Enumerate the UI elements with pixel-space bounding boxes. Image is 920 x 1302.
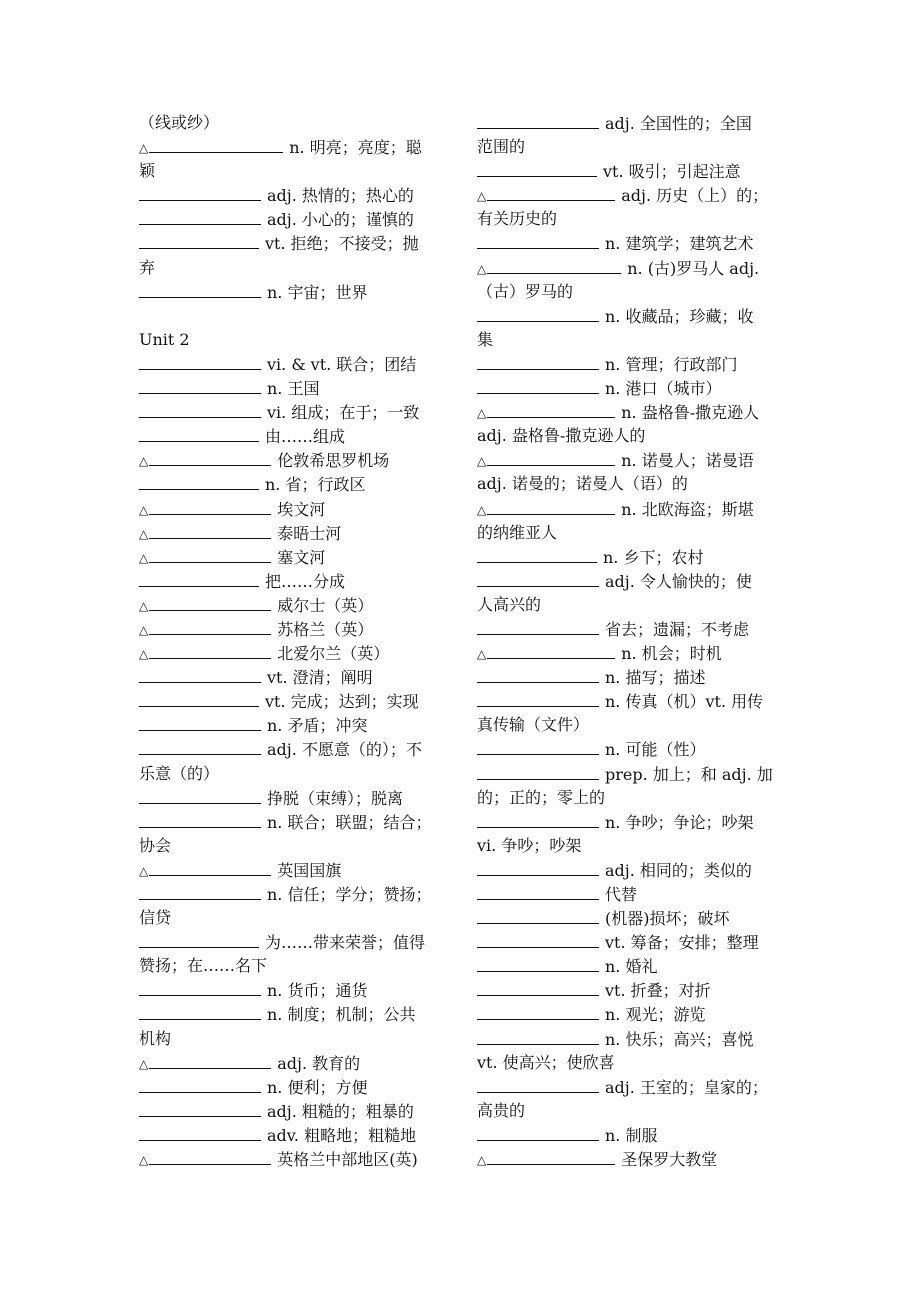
vocab-definition: n. 信任；学分；赞扬； — [267, 885, 432, 904]
vocab-definition: adj. 全国性的；全国 — [605, 114, 752, 133]
vocab-line — [477, 641, 792, 665]
vocab-line — [139, 256, 451, 280]
fill-in-blank[interactable] — [477, 882, 599, 900]
vocab-definition: 埃文河 — [277, 499, 326, 519]
vocab-definition: 威尔士（英） — [277, 595, 374, 615]
fill-in-blank[interactable] — [477, 1027, 599, 1045]
fill-in-blank[interactable] — [477, 159, 597, 177]
vocab-definition: n. 便利；方便 — [267, 1077, 368, 1097]
fill-in-blank[interactable] — [139, 786, 261, 804]
vocab-definition: n. 传真（机）vt. 用传 — [605, 692, 764, 712]
fill-in-blank[interactable] — [477, 352, 599, 370]
vocab-line — [477, 183, 792, 207]
vocab-definition: adj. 诺曼的；诺曼人（语）的 — [477, 474, 688, 494]
vocab-line — [139, 1027, 451, 1051]
vocab-definition: n. 快乐；高兴；喜悦 — [605, 1029, 754, 1049]
vocab-definition: adj. 历史（上）的； — [621, 186, 769, 206]
vocab-line — [139, 882, 451, 906]
vocab-definition: n. 收藏品；珍藏；收 — [605, 306, 754, 326]
fill-in-blank[interactable] — [139, 689, 259, 707]
vocab-line — [477, 713, 792, 737]
vocab-line — [139, 1099, 451, 1123]
vocab-line — [477, 207, 792, 231]
fill-in-blank[interactable] — [139, 713, 261, 731]
vocab-definition: vt. 拒绝；不接受；抛 — [265, 234, 419, 254]
vocab-line — [477, 954, 792, 978]
vocab-definition: n. 描写；描述 — [605, 668, 706, 688]
vocab-line — [477, 810, 792, 834]
vocab-definition: adj. 王室的；皇家的； — [605, 1077, 768, 1097]
fill-in-blank[interactable] — [139, 207, 261, 225]
vocab-definition: 真传输（文件） — [477, 715, 590, 735]
fill-in-blank[interactable] — [477, 111, 599, 129]
vocab-line — [139, 376, 451, 400]
fill-in-blank[interactable] — [477, 1123, 599, 1141]
vocab-line — [477, 304, 792, 328]
triangle-marker-icon: △ — [139, 647, 149, 662]
vocab-line — [477, 328, 792, 352]
fill-in-blank[interactable] — [477, 569, 599, 587]
fill-in-blank[interactable] — [477, 231, 599, 249]
vocab-definition: vt. 筹备；安排；整理 — [605, 933, 759, 953]
fill-in-blank[interactable] — [477, 906, 599, 924]
vocab-line — [139, 786, 451, 810]
vocab-definition: 省去；遗漏；不考虑 — [605, 619, 750, 639]
vocab-line — [477, 1147, 792, 1171]
fill-in-blank[interactable] — [139, 1099, 261, 1117]
vocab-definition: 由……组成 — [265, 427, 346, 447]
vocab-definition: vi. & vt. 联合；团结 — [267, 354, 417, 374]
vocab-line — [139, 689, 451, 713]
vocab-definition: n. 争吵；争论；吵架 — [605, 812, 754, 832]
fill-in-blank[interactable] — [477, 737, 599, 755]
vocab-line — [477, 593, 792, 617]
triangle-marker-icon: △ — [477, 261, 487, 276]
vocab-line — [139, 737, 451, 761]
vocab-line — [139, 834, 451, 858]
vocab-definition: vt. 澄清；阐明 — [267, 668, 373, 688]
vocab-definition: n. 王国 — [267, 379, 320, 399]
vocab-definition: 塞文河 — [277, 547, 326, 567]
vocab-line — [139, 713, 451, 737]
vocab-line — [477, 858, 792, 882]
fill-in-blank[interactable] — [477, 978, 599, 996]
vocab-definition: 为……带来荣誉；值得 — [265, 933, 426, 953]
vocab-line — [477, 472, 792, 496]
vocab-line — [139, 497, 451, 521]
vocab-line — [477, 737, 792, 761]
vocab-line — [477, 159, 792, 183]
vocab-definition: adj. 小心的；谨慎的 — [267, 210, 414, 230]
vocab-definition: 协会 — [139, 835, 172, 855]
fill-in-blank[interactable] — [149, 448, 271, 466]
fill-in-blank[interactable] — [149, 135, 283, 153]
vocab-line — [139, 424, 451, 448]
fill-in-blank[interactable] — [139, 1123, 261, 1141]
fill-in-blank[interactable] — [139, 400, 261, 418]
vocab-definition: 挣脱（束缚）；脱离 — [267, 788, 404, 808]
vocab-definition: prep. 加上；和 adj. 加 — [605, 764, 773, 784]
vocab-line — [139, 593, 451, 617]
fill-in-blank[interactable] — [477, 545, 597, 563]
vocab-line — [139, 159, 451, 183]
fill-in-blank[interactable] — [149, 1051, 271, 1069]
triangle-marker-icon: △ — [139, 1056, 149, 1071]
vocab-line — [477, 617, 792, 641]
vocab-line — [139, 1002, 451, 1026]
vocab-line — [139, 954, 451, 978]
vocab-line — [139, 352, 451, 376]
vocab-definition: n. 乡下；农村 — [603, 547, 704, 567]
vocab-line — [477, 906, 792, 930]
vocab-line — [139, 978, 451, 1002]
vocab-definition: 信贷 — [139, 908, 172, 928]
vocab-definition: n. (古)罗马人 adj. — [627, 258, 760, 278]
vocab-definition: vt. 完成；达到；实现 — [265, 692, 419, 712]
fill-in-blank[interactable] — [487, 400, 615, 418]
vocab-definition: vt. 折叠；对折 — [605, 981, 711, 1001]
fill-in-blank[interactable] — [477, 954, 599, 972]
vocab-definition: n. 机会；时机 — [621, 644, 722, 664]
vocab-definition: 的；正的；零上的 — [477, 787, 606, 807]
vocab-line — [477, 256, 792, 280]
vocab-definition: 代替 — [605, 885, 638, 904]
vocab-definition: n. 联合；联盟；结合； — [267, 812, 432, 832]
vocab-line — [139, 906, 451, 930]
vocab-definition: n. 盎格鲁-撒克逊人 — [621, 403, 760, 423]
vocab-line — [477, 882, 792, 906]
vocab-line — [477, 1002, 792, 1026]
fill-in-blank[interactable] — [139, 352, 261, 370]
vocab-line — [477, 1099, 792, 1123]
vocab-line — [139, 521, 451, 545]
vocab-definition: vt. 使高兴；使欣喜 — [477, 1052, 615, 1072]
fill-in-blank[interactable] — [477, 930, 599, 948]
fill-in-blank[interactable] — [149, 593, 271, 611]
vocab-line — [139, 641, 451, 665]
fill-in-blank[interactable] — [149, 545, 271, 563]
fill-in-blank[interactable] — [477, 858, 599, 876]
triangle-marker-icon: △ — [139, 502, 149, 517]
vocab-line — [477, 545, 792, 569]
triangle-marker-icon: △ — [139, 863, 149, 878]
vocab-line — [477, 930, 792, 954]
vocab-definition: adv. 粗略地；粗糙地 — [267, 1125, 417, 1145]
vocab-line — [139, 472, 451, 496]
vocab-line — [477, 834, 792, 858]
vocab-line — [139, 1051, 451, 1075]
fill-in-blank[interactable] — [487, 1147, 615, 1165]
fill-in-blank[interactable] — [487, 641, 615, 659]
fill-in-blank[interactable] — [487, 448, 615, 466]
fill-in-blank[interactable] — [139, 1002, 261, 1020]
fill-in-blank[interactable] — [477, 689, 599, 707]
vocab-line — [139, 135, 451, 159]
vocab-definition: n. 诺曼人；诺曼语 — [621, 451, 754, 471]
vocab-definition: n. 婚礼 — [605, 957, 658, 977]
vocab-definition: adj. 粗糙的；粗暴的 — [267, 1101, 414, 1121]
vocab-definition: vi. 组成；在于；一致 — [267, 403, 420, 423]
vocab-line — [477, 280, 792, 304]
vocab-line — [139, 1123, 451, 1147]
vocab-definition: （线或纱） — [139, 113, 220, 132]
vocab-definition: 泰晤士河 — [277, 523, 342, 543]
vocab-definition: 人高兴的 — [477, 594, 542, 614]
vocab-line — [139, 545, 451, 569]
vocab-line — [477, 689, 792, 713]
vocab-definition: 英国国旗 — [277, 860, 342, 880]
triangle-marker-icon: △ — [139, 141, 149, 156]
vocab-line — [139, 617, 451, 641]
vocab-definition: 圣保罗大教堂 — [621, 1150, 718, 1170]
fill-in-blank[interactable] — [477, 762, 599, 780]
vocab-line — [477, 400, 792, 424]
fill-in-blank[interactable] — [139, 978, 261, 996]
vocab-line — [477, 231, 792, 255]
vocab-line — [477, 786, 792, 810]
vocab-definition: n. 制服 — [605, 1125, 658, 1145]
triangle-marker-icon: △ — [477, 502, 487, 517]
vocab-definition: vi. 争吵；吵架 — [477, 835, 582, 855]
vocab-line — [477, 376, 792, 400]
fill-in-blank[interactable] — [487, 256, 621, 274]
vocab-line — [139, 810, 451, 834]
vocab-line — [477, 497, 792, 521]
fill-in-blank[interactable] — [139, 569, 259, 587]
vocab-definition: adj. 教育的 — [277, 1053, 361, 1073]
triangle-marker-icon: △ — [139, 622, 149, 637]
vocab-definition: 高贵的 — [477, 1100, 526, 1120]
fill-in-blank[interactable] — [477, 1002, 599, 1020]
triangle-marker-icon: △ — [139, 526, 149, 541]
vocab-line — [477, 424, 792, 448]
vocab-definition: adj. 令人愉快的；使 — [605, 571, 752, 591]
vocab-line — [477, 111, 792, 135]
fill-in-blank[interactable] — [139, 472, 259, 490]
vocab-definition: Unit 2 — [139, 329, 190, 349]
triangle-marker-icon: △ — [477, 1153, 487, 1168]
vocab-definition: n. 制度；机制；公共 — [267, 1005, 416, 1025]
fill-in-blank[interactable] — [139, 1075, 261, 1093]
vocab-line — [139, 280, 451, 304]
fill-in-blank[interactable] — [149, 497, 271, 515]
fill-in-blank[interactable] — [487, 497, 615, 515]
vocab-line — [139, 762, 451, 786]
vocab-line — [139, 665, 451, 689]
fill-in-blank[interactable] — [487, 183, 615, 201]
vocab-line — [139, 569, 451, 593]
vocab-line — [139, 448, 451, 472]
vocab-line — [477, 352, 792, 376]
vocab-definition: 北爱尔兰（英） — [277, 644, 390, 664]
fill-in-blank[interactable] — [139, 882, 261, 900]
vocab-line — [477, 569, 792, 593]
vocab-definition: n. 港口（城市） — [605, 379, 722, 399]
fill-in-blank[interactable] — [149, 641, 271, 659]
fill-in-blank[interactable] — [139, 737, 261, 755]
vocab-definition: n. 宇宙；世界 — [267, 282, 368, 302]
fill-in-blank[interactable] — [139, 280, 261, 298]
vocab-line — [477, 1123, 792, 1147]
blank-line-gap — [139, 304, 451, 328]
vocab-line — [477, 978, 792, 1002]
fill-in-blank[interactable] — [139, 810, 261, 828]
vocab-definition: 机构 — [139, 1028, 172, 1048]
triangle-marker-icon: △ — [139, 1153, 149, 1168]
vocab-definition: n. 省；行政区 — [265, 475, 366, 495]
vocab-definition: n. 矛盾；冲突 — [267, 716, 368, 736]
vocab-definition: adj. 热情的；热心的 — [267, 186, 414, 206]
triangle-marker-icon: △ — [477, 454, 487, 469]
vocab-line — [477, 1051, 792, 1075]
fill-in-blank[interactable] — [139, 930, 259, 948]
vocab-line — [139, 930, 451, 954]
vocab-definition: 英格兰中部地区(英) — [277, 1150, 418, 1170]
vocab-definition: 颖 — [139, 161, 156, 181]
vocab-line — [477, 1027, 792, 1051]
fill-in-blank[interactable] — [149, 858, 271, 876]
fill-in-blank[interactable] — [149, 617, 271, 635]
vocab-line — [477, 762, 792, 786]
vocab-line — [139, 858, 451, 882]
vocab-definition: 有关历史的 — [477, 209, 558, 229]
vocab-definition: 弃 — [139, 257, 156, 277]
vocab-line — [139, 183, 451, 207]
vocab-definition: vt. 吸引；引起注意 — [603, 162, 741, 182]
fill-in-blank[interactable] — [139, 231, 259, 249]
fill-in-blank[interactable] — [149, 521, 271, 539]
vocab-line — [477, 665, 792, 689]
vocab-definition: 苏格兰（英） — [277, 619, 374, 639]
vocab-definition: adj. 不愿意（的）；不 — [267, 740, 422, 760]
triangle-marker-icon: △ — [477, 189, 487, 204]
vocab-definition: n. 观光；游览 — [605, 1005, 706, 1025]
triangle-marker-icon: △ — [139, 598, 149, 613]
vocab-definition: 把……分成 — [265, 571, 346, 591]
vocab-definition: n. 建筑学；建筑艺术 — [605, 234, 754, 254]
vocab-line — [477, 521, 792, 545]
fill-in-blank[interactable] — [149, 1147, 271, 1165]
vocab-definition: n. 货币；通货 — [267, 981, 368, 1001]
vocab-line — [477, 1075, 792, 1099]
fill-in-blank[interactable] — [477, 617, 599, 635]
triangle-marker-icon: △ — [477, 647, 487, 662]
fill-in-blank[interactable] — [139, 424, 259, 442]
fill-in-blank[interactable] — [477, 665, 599, 683]
fill-in-blank[interactable] — [477, 1075, 599, 1093]
right-column — [477, 111, 792, 1171]
vocab-definition: adj. 相同的；类似的 — [605, 860, 752, 880]
vocab-definition: 乐意（的） — [139, 763, 220, 783]
vocab-definition: adj. 盎格鲁-撒克逊人的 — [477, 426, 646, 446]
fill-in-blank[interactable] — [139, 665, 261, 683]
vocab-line — [139, 1147, 451, 1171]
vocab-line — [139, 400, 451, 424]
vocab-definition: 的纳维亚人 — [477, 522, 558, 542]
fill-in-blank[interactable] — [139, 376, 261, 394]
vocab-definition: 伦敦希思罗机场 — [277, 451, 390, 471]
triangle-marker-icon: △ — [139, 550, 149, 565]
triangle-marker-icon: △ — [477, 406, 487, 421]
vocab-definition: （古）罗马的 — [477, 281, 574, 301]
vocab-line — [477, 448, 792, 472]
vocab-definition: n. 北欧海盗；斯堪 — [621, 499, 754, 519]
vocab-line — [477, 135, 792, 159]
fill-in-blank[interactable] — [139, 183, 261, 201]
left-column — [139, 111, 451, 1171]
vocab-line — [139, 328, 451, 352]
vocab-line — [139, 207, 451, 231]
vocab-line — [139, 1075, 451, 1099]
vocab-definition: (机器)损坏；破坏 — [605, 909, 730, 929]
vocab-line — [139, 231, 451, 255]
vocab-definition: 集 — [477, 329, 494, 349]
vocab-definition: n. 明亮；亮度；聪 — [289, 138, 422, 158]
vocab-definition: 赞扬；在……名下 — [139, 956, 268, 976]
vocab-definition: 范围的 — [477, 137, 526, 157]
vocab-line — [139, 111, 451, 135]
triangle-marker-icon: △ — [139, 454, 149, 469]
fill-in-blank[interactable] — [477, 376, 599, 394]
vocab-definition: n. 可能（性） — [605, 740, 706, 760]
fill-in-blank[interactable] — [477, 810, 599, 828]
vocab-definition: n. 管理；行政部门 — [605, 354, 738, 374]
fill-in-blank[interactable] — [477, 304, 599, 322]
